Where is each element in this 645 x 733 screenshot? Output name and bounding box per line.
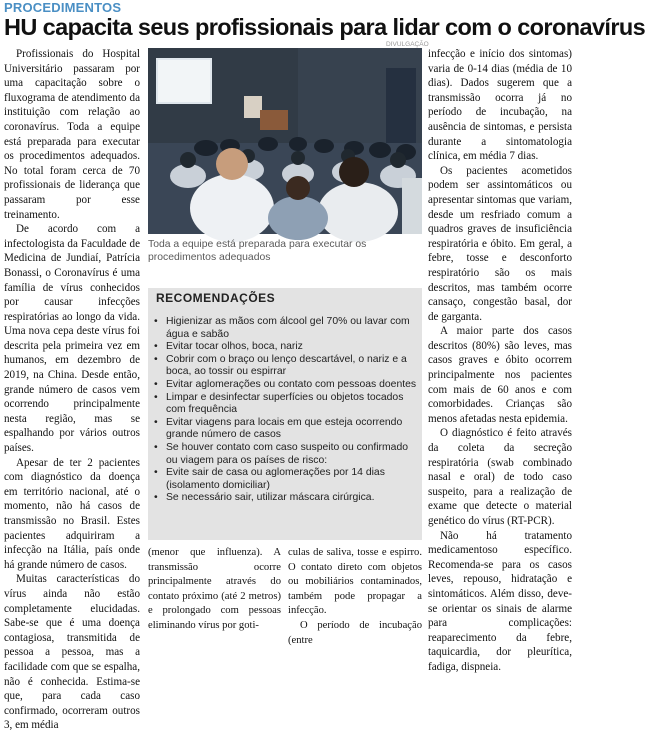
bullet: • — [154, 316, 158, 327]
article-column-4 — [428, 47, 572, 675]
list-item-text: Higienizar as mãos com álcool gel 70% ou lavar com água e sabão — [166, 316, 410, 340]
photo-credit: DIVULGAÇÃO — [386, 41, 429, 48]
paragraph: O diagnóstico é feito através da coleta da secreção respiratória (swab combinado nasal e oral) de todo caso suspeito, para a realização de exame que detecte o material genético do vírus (RT-PCR). — [428, 427, 572, 527]
paragraph: De acordo com a infectologista da Faculdade de Medicina de Jundiaí, Patrícia Bonassi, o Coronavírus é uma família de vírus conhecidos por causar infecções respiratórias ao longo da vida. Uma nova cepa deste vírus foi descrita pela primeira vez em humanos, em dezembro de 2019, na China. Desde então, grande número de casos vem ocorrendo principalmente nesta região, mas se espalhando por vários outros países. — [4, 223, 140, 455]
list-item — [152, 467, 418, 492]
article-column-3 — [288, 546, 422, 648]
paragraph: Apesar de ter 2 pacientes com diagnóstico da doença em território nacional, até o momento, não há casos de transmissão no Brasil. Estes pacientes adquiriram a infecção na Itália, país onde há grande número de casos. — [4, 456, 140, 571]
article-photo — [148, 48, 422, 234]
paragraph: Não há tratamento medicamentoso específico. Recomenda-se para os casos leves, repouso, hidratação e sintomáticos. Além disso, deve-se orientar os sinais de alarme para complicações: reaparecimento da febre, taquicardia, dor pleurítica, fadiga, dispneia. — [428, 529, 572, 673]
list-item-text: Evite sair de casa ou aglomerações por 14 dias (isolamento domiciliar) — [166, 467, 385, 491]
list-item — [152, 442, 418, 467]
headline: HU capacita seus profissionais para lidar com o coronavírus — [4, 14, 645, 40]
list-item-text: Se houver contato com caso suspeito ou confirmado ou viagem para os países de risco: — [166, 441, 409, 466]
bullet: • — [154, 441, 158, 453]
paragraph: Os pacientes acometidos podem ser assintomáticos ou apresentar sintomas que variam, desde um resfriado comum a quadros graves de insuficiência respiratória e óbito. Em geral, a febre, tosse e desconforto respiratório são os mais descritos, mas também ocorre cansaço, congestão basal, dor de garganta. — [428, 164, 572, 323]
list-item — [152, 316, 418, 341]
bullet: • — [154, 416, 158, 428]
recommendations-list — [152, 316, 418, 505]
list-item — [152, 341, 418, 354]
paragraph: infecção e início dos sintomas) varia de 0-14 dias (média de 10 dias). Dados sugerem que a transmissão ocorra já no período de incubação, na ausência de sintomas, e persista durante a sintomatologia clínica, em média 7 dias. — [428, 48, 572, 163]
list-item-text: Evitar viagens para locais em que esteja ocorrendo grande número de casos — [166, 416, 403, 441]
photo-caption: Toda a equipe está preparada para executar os procedimentos adequados — [148, 239, 367, 263]
paragraph: culas de saliva, tosse e espirro. O contato direto com objetos ou mobiliários contaminados, também pode propagar a infecção. — [288, 547, 422, 617]
paragraph: Profissionais do Hospital Universitário passaram por uma capacitação sobre o fluxograma de atendimento da instituição com relação ao coronavírus. Toda a equipe está preparada para executar os procedimentos adequados. No total foram cerca de 70 profissionais de liderança que passaram por esse treinamento. — [4, 48, 140, 221]
list-item-text: Se necessário sair, utilizar máscara cirúrgica. — [166, 492, 375, 504]
paragraph: Muitas características do vírus ainda não estão completamente elucidadas. Sabe-se que é uma doença contagiosa, transmitida de pessoa a pessoa, mas a facilidade com que se espalha, não é conhecida. Estima-se que, para cada caso confirmado, ocorreram outros 3, em média — [4, 573, 140, 732]
auditorium-photo-illustration — [148, 48, 422, 234]
bullet: • — [154, 353, 158, 365]
recommendations-title: RECOMENDAÇÕES — [156, 291, 276, 305]
bullet: • — [154, 391, 158, 403]
list-item — [152, 354, 418, 379]
article-column-2 — [148, 546, 281, 634]
list-item — [152, 417, 418, 442]
list-item — [152, 379, 418, 392]
list-item-text: Evitar tocar olhos, boca, nariz — [166, 341, 303, 353]
list-item — [152, 492, 418, 505]
list-item — [152, 392, 418, 417]
paragraph: A maior parte dos casos descritos (80%) são leves, mas casos graves e óbito ocorrem principalmente nos pacientes com mais de 60 anos e com comorbidades. Crianças são menos afetadas nesta epidemia. — [428, 325, 572, 425]
article-column-1 — [4, 47, 140, 733]
paragraph: (menor que influenza). A transmissão ocorre principalmente através do contato próximo (até 2 metros) e prolongado com pessoas eliminando vírus por goti- — [148, 547, 281, 631]
bullet: • — [154, 378, 158, 390]
bullet: • — [154, 492, 158, 504]
bullet: • — [154, 467, 158, 479]
list-item-text: Cobrir com o braço ou lenço descartável, o nariz e a boca, ao tossir ou espirrar — [166, 353, 407, 378]
bullet: • — [154, 341, 158, 353]
list-item-text: Evitar aglomerações ou contato com pessoas doentes — [166, 378, 417, 390]
list-item-text: Limpar e desinfectar superfícies ou objetos tocados com frequência — [166, 391, 404, 416]
section-tag: PROCEDIMENTOS — [4, 0, 122, 15]
paragraph: O período de incubação (entre — [288, 619, 422, 646]
